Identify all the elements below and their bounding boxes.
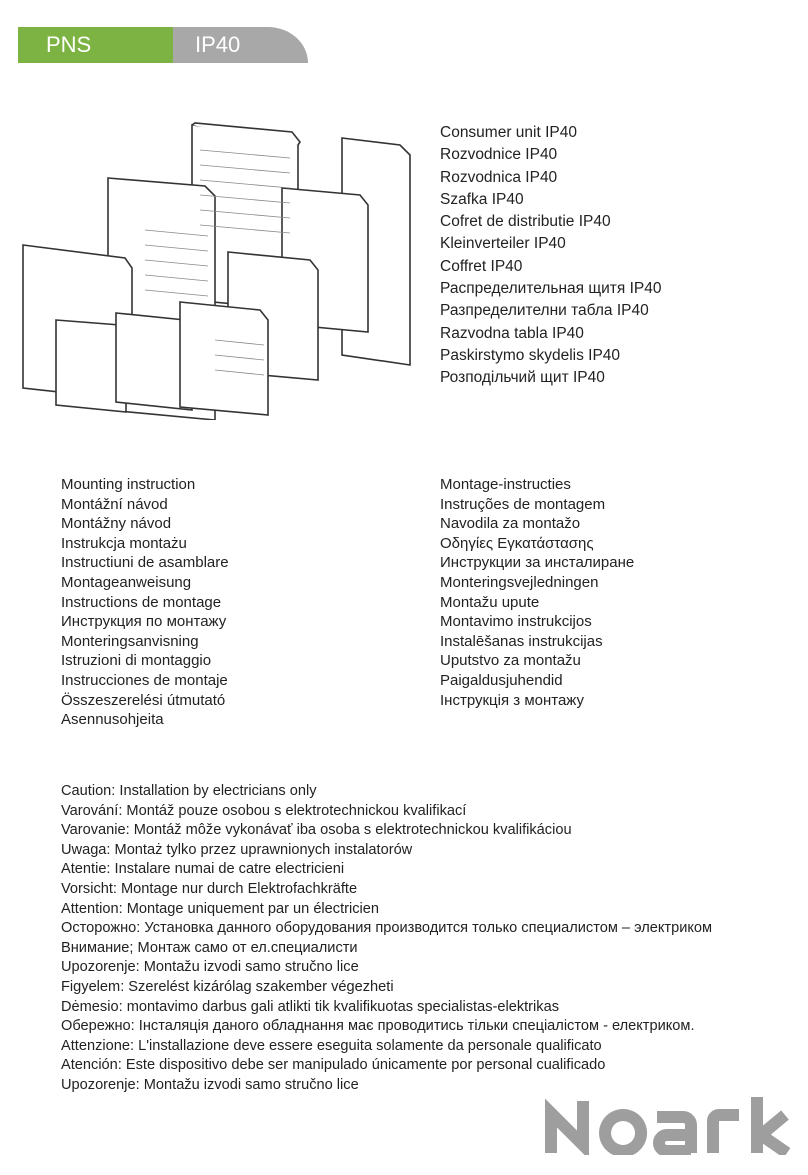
mounting-label: Montážny návod [61, 515, 172, 533]
rating-tab: IP40 [173, 27, 308, 63]
mounting-label: Montageanweisung [61, 573, 192, 591]
mounting-label: Mounting instruction [61, 476, 196, 493]
noark-logo [545, 1095, 790, 1155]
caution-list [61, 782, 712, 1096]
mounting-label: Instructions de montage [61, 593, 222, 611]
caution-text: Uwaga: Montaż tylko przez uprawnionych instalatorów [61, 841, 413, 858]
product-title: Распределительная щитя IP40 [440, 280, 662, 298]
caution-text: Осторожно: Установка данного оборудования производится только специалистом – электриком [61, 920, 713, 937]
mounting-label: Montage-instructies [440, 476, 571, 493]
product-title: Kleinverteiler IP40 [440, 235, 566, 253]
mounting-label: Instruções de montagem [440, 495, 606, 513]
enclosures-illustration [20, 120, 420, 420]
product-title: Rozvodnica IP40 [440, 168, 558, 186]
mounting-label: Uputstvo za montažu [440, 652, 581, 670]
product-title: Разпределителни табла IP40 [440, 302, 649, 320]
caution-text: Attention: Montage uniquement par un électricien [61, 900, 380, 917]
mounting-label: Istruzioni di montaggio [61, 652, 212, 670]
product-title: Consumer unit IP40 [440, 124, 577, 141]
product-title: Cofret de distributie IP40 [440, 213, 611, 231]
mounting-label: Инструкции за инсталиране [440, 554, 635, 572]
mounting-label: Montavimo instrukcijos [440, 613, 592, 631]
series-tab: PNS [18, 27, 173, 63]
mounting-label: Montažu upute [440, 593, 540, 611]
mounting-label: Інструкція з монтажу [440, 691, 585, 709]
mounting-label: Navodila za montažo [440, 515, 581, 533]
mounting-label: Instrucciones de montaje [61, 671, 228, 689]
mounting-label: Instrukcja montażu [61, 534, 187, 552]
caution-text: Atención: Este dispositivo debe ser manipulado únicamente por personal cualificado [61, 1057, 606, 1074]
caution-text: Varovanie: Montáž môže vykonávať iba osoba s elektrotechnickou kvalifikáciou [61, 822, 572, 839]
caution-text: Caution: Installation by electricians only [61, 783, 317, 799]
mounting-label: Instructiuni de asamblare [61, 554, 229, 572]
mounting-label: Paigaldusjuhendid [440, 671, 563, 689]
caution-text: Обережно: Інсталяція даного обладнання має проводитись тільки спеціалістом - електриком. [61, 1018, 695, 1035]
mounting-label: Инструкция по монтажу [61, 613, 227, 631]
mounting-label: Montážní návod [61, 495, 168, 513]
product-title: Coffret IP40 [440, 257, 523, 275]
mounting-label: Összeszerelési útmutató [61, 691, 226, 709]
mounting-label: Asennusohjeita [61, 711, 164, 729]
mounting-label: Οδηγίες Εγκατάστασης [440, 534, 594, 552]
caution-text: Dėmesio: montavimo darbus gali atlikti tik kvalifikuotas specialistas-elektrikas [61, 998, 559, 1015]
mounting-label: Monteringsvejledningen [440, 573, 599, 591]
product-title: Rozvodnice IP40 [440, 146, 558, 164]
mounting-list-left [61, 475, 229, 730]
caution-text: Upozorenje: Montažu izvodi samo stručno lice [61, 959, 359, 976]
mounting-list-right [440, 475, 634, 710]
caution-text: Vorsicht: Montage nur durch Elektrofachkräfte [61, 880, 358, 897]
caution-text: Figyelem: Szerelést kizárólag szakember végezheti [61, 978, 394, 995]
product-title: Szafka IP40 [440, 190, 524, 208]
caution-text: Attenzione: L'installazione deve essere eseguita solamente da personale qualificato [61, 1037, 602, 1054]
mounting-label: Monteringsanvisning [61, 632, 199, 650]
product-title-list [440, 122, 661, 390]
caution-text: Внимание; Монтаж само от ел.специалисти [61, 939, 358, 956]
product-title: Розподільчий щит IP40 [440, 369, 605, 387]
caution-text: Upozorenje: Montažu izvodi samo stručno lice [61, 1076, 359, 1093]
product-title: Paskirstymo skydelis IP40 [440, 346, 621, 364]
mounting-label: Instalēšanas instrukcijas [440, 632, 603, 650]
caution-text: Atentie: Instalare numai de catre electricieni [61, 861, 345, 878]
caution-text: Varování: Montáž pouze osobou s elektrotechnickou kvalifikací [61, 802, 467, 819]
product-title: Razvodna tabla IP40 [440, 324, 584, 342]
